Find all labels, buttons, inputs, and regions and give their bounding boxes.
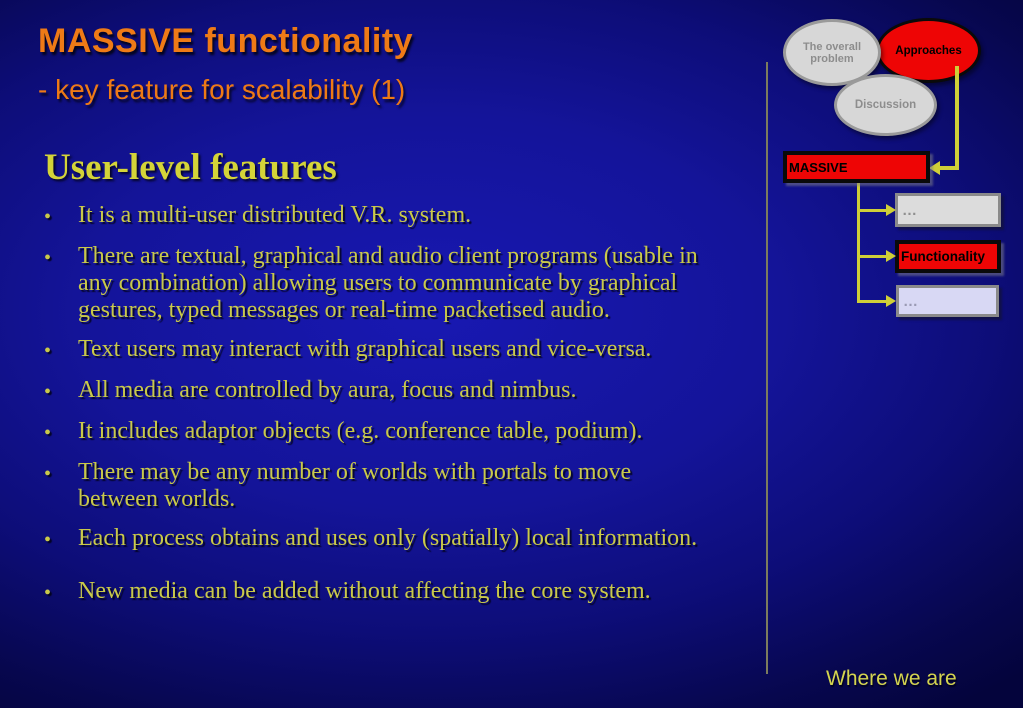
node-label: Functionality: [901, 249, 985, 264]
node-label: …: [902, 201, 917, 219]
vertical-divider: [766, 62, 768, 674]
connector-line: [955, 66, 959, 170]
section-heading: User-level features: [44, 147, 337, 188]
arrow-head-icon: [886, 295, 896, 307]
slide-title: MASSIVE functionality: [38, 22, 414, 60]
bullet-marker: •: [44, 582, 52, 604]
bullet-text: Text users may interact with graphical users and vice-versa.: [78, 336, 652, 362]
diagram-node-functionality: [895, 240, 1001, 273]
node-label: Discussion: [854, 99, 917, 111]
connector-line: [940, 166, 959, 170]
diagram-node-discussion: [834, 74, 937, 136]
diagram-node-massive: [783, 151, 930, 183]
connector-line: [857, 300, 886, 303]
bullet-list: [44, 202, 704, 607]
bullet-marker: •: [44, 381, 52, 403]
bullet-text: New media can be added without affecting the core system.: [78, 578, 651, 604]
slide-body: [44, 146, 704, 619]
bullet-item: [44, 377, 704, 406]
bullet-item: [44, 418, 704, 447]
node-label: Approaches: [895, 44, 962, 57]
bullet-item: [44, 243, 704, 324]
bullet-marker: •: [44, 340, 52, 362]
arrow-head-icon: [886, 250, 896, 262]
where-we-are-label: Where we are: [826, 667, 957, 690]
node-label: The overall problem: [802, 40, 862, 65]
bullet-text: There may be any number of worlds with portals to move between worlds.: [78, 459, 632, 512]
bullet-text: Each process obtains and uses only (spatially) local information.: [78, 525, 698, 551]
bullet-text: There are textual, graphical and audio client programs (usable in any combination) allowing users to communicate by graphical gestures, typed messages or real-time packetised audio.: [78, 243, 698, 323]
bullet-item: [44, 525, 704, 554]
node-label: …: [903, 292, 918, 310]
node-label: MASSIVE: [789, 159, 848, 175]
diagram-node-ellipsis-1: [895, 193, 1001, 227]
slide-subtitle: - key feature for scalability (1): [38, 74, 406, 105]
bullet-text: All media are controlled by aura, focus and nimbus.: [78, 377, 577, 403]
bullet-text: It includes adaptor objects (e.g. conference table, podium).: [78, 418, 643, 444]
connector-line: [857, 255, 886, 258]
connector-line: [857, 209, 886, 212]
bullet-marker: •: [44, 206, 52, 228]
bullet-item: [44, 578, 704, 607]
bullet-marker: •: [44, 247, 52, 269]
arrow-head-icon: [929, 161, 940, 175]
bullet-item: [44, 459, 704, 513]
bullet-text: It is a multi-user distributed V.R. system.: [78, 202, 472, 228]
diagram-node-ellipsis-2: [896, 285, 999, 317]
connector-line: [857, 182, 860, 303]
arrow-head-icon: [886, 204, 896, 216]
bullet-item: [44, 336, 704, 365]
bullet-marker: •: [44, 463, 52, 485]
bullet-marker: •: [44, 422, 52, 444]
bullet-marker: •: [44, 529, 52, 551]
bullet-item: [44, 202, 704, 231]
